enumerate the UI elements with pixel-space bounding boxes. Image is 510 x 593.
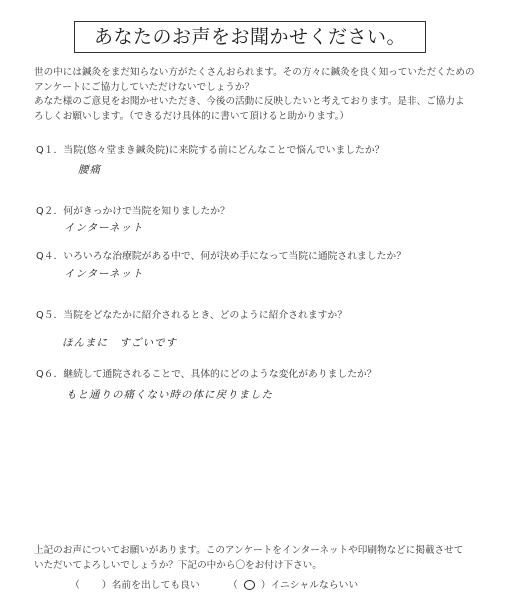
option-initial-ok-label: イニシャルならいい xyxy=(270,580,359,591)
question-6-label: Q６．継続して通院されることで、具体的にどのような変化がありましたか？ xyxy=(36,369,377,380)
answer-5-handwritten: ほんまに すごいです xyxy=(62,337,177,349)
footer-line: いただいてよろしいでしょうか？下記の中から〇をお付け下さい。 xyxy=(34,559,322,571)
footer-request-text xyxy=(34,544,494,573)
question-2-label: Q２．何がきっかけで当院を知りましたか？ xyxy=(36,206,230,217)
option-initial-ok[interactable]: （ ）イニシャルならいい xyxy=(228,580,359,591)
question-1-label: Q１．当院(悠々堂まき鍼灸院)に来院する前にどんなことで悩んでいましたか？ xyxy=(36,145,385,156)
selected-circle-mark xyxy=(244,580,255,590)
intro-line: アンケートにご協力していただけないでしょうか？ xyxy=(34,81,255,93)
question-4-label: Q４．いろいろな治療院がある中で、何が決め手になって当院に通院されましたか？ xyxy=(36,251,406,262)
answer-6-handwritten: もと通りの痛くない時の体に戻りました xyxy=(66,389,273,401)
answer-2-handwritten: インターネット xyxy=(64,222,144,234)
answer-4-handwritten: インターネット xyxy=(64,268,144,280)
page-title: あなたのお声をお聞かせください。 xyxy=(74,21,426,53)
intro-line: あなた様のご意見をお聞かせいただき、今後の活動に反映したいと考えております。是非、ご協力よ xyxy=(34,96,465,107)
intro-line: 世の中には鍼灸をまだ知らない方がたくさんおられます。その方々に鍼灸を良く知っていただくための xyxy=(34,67,475,78)
footer-line: 上記のお声についてお願いがあります。このアンケートをインターネットや印刷物などに掲載させて xyxy=(34,545,464,556)
option-name-ok[interactable]: （ ）名前を出しても良い xyxy=(70,580,200,591)
answer-1-handwritten: 腰痛 xyxy=(78,164,101,176)
intro-line: ろしくお願いします。（できるだけ具体的に書いて頂けると助かります。） xyxy=(34,110,350,122)
intro-text xyxy=(34,66,494,124)
consent-options xyxy=(70,577,358,591)
option-name-ok-label: 名前を出しても良い xyxy=(111,580,200,591)
question-5-label: Q５．当院をどなたかに紹介されるとき、どのように紹介されますか？ xyxy=(36,310,348,321)
